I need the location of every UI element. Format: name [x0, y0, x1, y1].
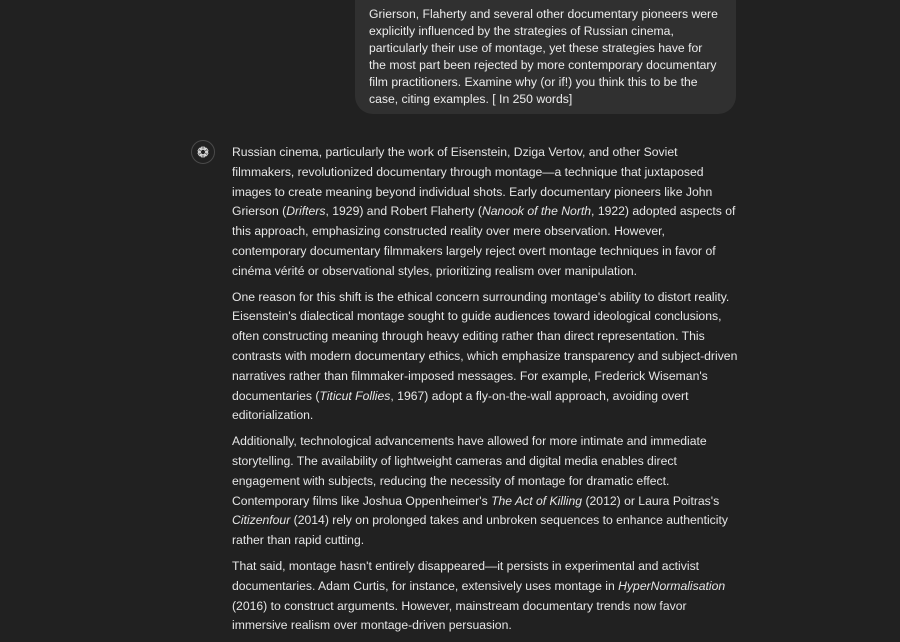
user-message-bubble	[355, 0, 736, 114]
work-title: The Act of Killing	[491, 493, 583, 508]
response-paragraph	[232, 432, 742, 551]
text-run: (2012) or Laura Poitras's	[582, 493, 720, 508]
text-run: Russian cinema, particularly the work of Eisenstein, Dziga Vertov, and other Soviet filmmakers, revolutionized documentary through montage—a technique that juxtaposed images to create meaning beyond individual shots. Early documentary pioneers like John Grierson (	[232, 145, 713, 219]
text-run: , 1929) and Robert Flaherty (	[325, 204, 482, 219]
work-title: Drifters	[286, 204, 326, 219]
text-run: , 1922) adopted aspects of this approach, emphasizing constructed reality over mere observation. However, contemporary documentary filmmakers largely reject overt montage techniques in favor of cinéma vérité or observational styles, prioritizing realism over manipulation.	[232, 204, 736, 278]
text-run: , 1967) adopt a fly-on-the-wall approach, avoiding overt editorialization.	[232, 388, 689, 423]
text-run: That said, montage hasn't entirely disappeared—it persists in experimental and activist documentaries. Adam Curtis, for instance, extensively uses montage in	[232, 558, 700, 593]
text-run: One reason for this shift is the ethical concern surrounding montage's ability to distort reality. Eisenstein's dialectical montage sought to guide audiences toward ideological conclusions, often constructing meaning through heavy editing rather than direct representation. This contrasts with modern documentary ethics, which emphasize transparency and subject-driven narratives rather than filmmaker-imposed messages. For example, Frederick Wiseman's documentaries (	[232, 289, 738, 403]
assistant-avatar	[191, 140, 215, 164]
response-paragraph	[232, 143, 742, 282]
text-run: (2014) rely on prolonged takes and unbroken sequences to enhance authenticity rather than rapid cutting.	[232, 513, 728, 548]
work-title: HyperNormalisation	[618, 578, 726, 593]
assistant-message	[232, 143, 742, 642]
response-paragraph	[232, 288, 742, 427]
work-title: Titicut Follies	[319, 388, 391, 403]
work-title: Nanook of the North	[481, 204, 592, 219]
user-message-text: Grierson, Flaherty and several other documentary pioneers were explicitly influenced by the strategies of Russian cinema, particularly their use of montage, yet these strategies have for the most part been rejected by more contemporary documentary film practitioners. Examine why (or if!) you think this to be the case, citing examples. [ In 250 words]	[369, 7, 718, 106]
text-run: Additionally, technological advancements have allowed for more intimate and immediate storytelling. The availability of lightweight cameras and digital media enables direct engagement with subjects, reducing the necessity of montage for dramatic effect. Contemporary films like Joshua Oppenheimer's	[232, 434, 707, 508]
response-paragraph	[232, 557, 742, 636]
text-run: (2016) to construct arguments. However, mainstream documentary trends now favor immersive realism over montage-driven persuasion.	[232, 598, 687, 633]
openai-logo-icon	[196, 145, 210, 159]
work-title: Citizenfour	[232, 513, 291, 528]
